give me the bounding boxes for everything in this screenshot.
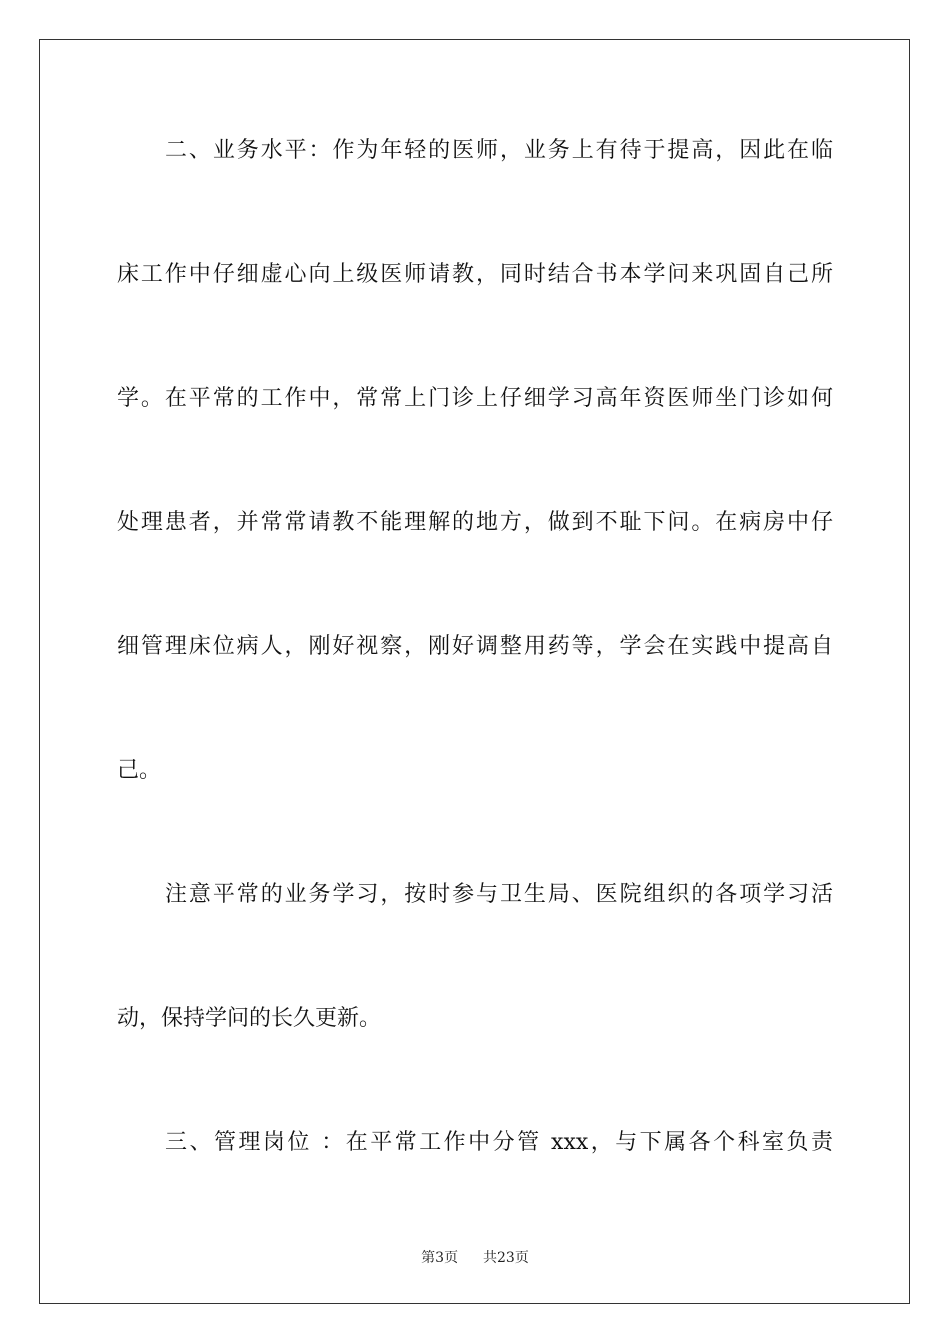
paragraph-line: 细管理床位病人，刚好视察，刚好调整用药等，学会在实践中提高自 [117,634,833,659]
paragraph-line: 二、业务水平：作为年轻的医师，业务上有待于提高，因此在临 [165,138,833,163]
page-border [39,39,910,1304]
paragraph-line: 己。 [117,758,162,783]
page-total: 共23页 [483,1250,529,1266]
paragraph-line: 处理患者，并常常请教不能理解的地方，做到不耻下问。在病房中仔 [117,510,833,535]
paragraph-line: 注意平常的业务学习，按时参与卫生局、医院组织的各项学习活 [165,882,833,907]
paragraph-line: 床工作中仔细虚心向上级医师请教，同时结合书本学问来巩固自己所 [117,262,833,287]
paragraph-line: 动，保持学问的长久更新。 [117,1006,382,1031]
paragraph-line: 学。在平常的工作中，常常上门诊上仔细学习高年资医师坐门诊如何 [117,386,833,411]
page-number: 第3页 [421,1250,459,1266]
paragraph-line: 三、管理岗位 ：在平常工作中分管 xxx，与下属各个科室负责 [165,1130,833,1155]
page-footer [0,1246,950,1270]
